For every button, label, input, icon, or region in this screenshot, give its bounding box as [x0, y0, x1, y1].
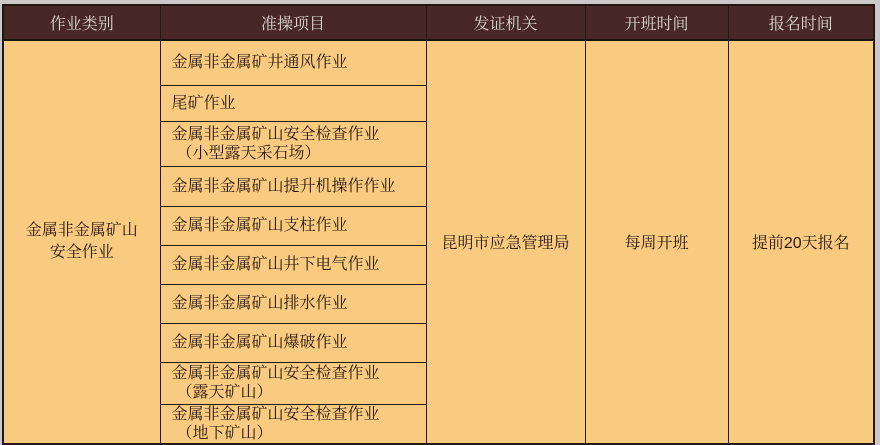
permit-item-text: 金属非金属矿山爆破作业: [171, 334, 348, 351]
job-category-line2: 安全作业: [49, 243, 114, 261]
header-job-category: 作业类别: [3, 5, 160, 40]
issuing-authority-cell: 昆明市应急管理局: [426, 40, 585, 444]
header-issuing-authority: 发证机关: [426, 5, 585, 40]
permit-item-subtext: （小型露天采石场）: [176, 144, 321, 162]
permit-item-cell: [160, 323, 426, 362]
permit-item-cell: [160, 404, 426, 444]
permit-item-text: 金属非金属矿山安全检查作业: [171, 365, 380, 382]
permit-item-cell: [160, 40, 426, 85]
permit-item-subtext: （露天矿山）: [176, 384, 273, 401]
permit-item-cell: [160, 284, 426, 323]
header-class-time: 开班时间: [585, 5, 728, 40]
training-schedule-table: [2, 4, 875, 445]
permit-item-subtext: （地下矿山）: [176, 424, 273, 442]
permit-item-text: 金属非金属矿山提升机操作作业: [171, 177, 396, 195]
permit-item-text: 金属非金属矿山支柱作业: [171, 217, 348, 234]
permit-item-text: 金属非金属矿山排水作业: [171, 295, 348, 312]
table-row: [3, 40, 874, 85]
header-registration-time: 报名时间: [728, 5, 874, 40]
class-time-cell: 每周开班: [585, 40, 728, 444]
permit-item-text: 金属非金属矿山安全检查作业: [171, 405, 380, 423]
job-category-cell: [3, 40, 160, 444]
permit-item-cell: [160, 245, 426, 284]
permit-item-cell: [160, 85, 426, 121]
table-header-row: [3, 5, 874, 40]
permit-item-text: 金属非金属矿井通风作业: [171, 54, 348, 72]
permit-item-text: 金属非金属矿山安全检查作业: [171, 125, 380, 143]
permit-item-cell: [160, 206, 426, 245]
registration-time-cell: 提前20天报名: [728, 40, 874, 444]
permit-item-text: 尾矿作业: [171, 94, 236, 112]
job-category-line1: 金属非金属矿山: [25, 221, 138, 239]
header-permit-items: 准操项目: [160, 5, 426, 40]
permit-item-cell: [160, 362, 426, 404]
permit-item-cell: [160, 166, 426, 206]
permit-item-text: 金属非金属矿山井下电气作业: [171, 256, 380, 273]
permit-item-cell: [160, 121, 426, 166]
